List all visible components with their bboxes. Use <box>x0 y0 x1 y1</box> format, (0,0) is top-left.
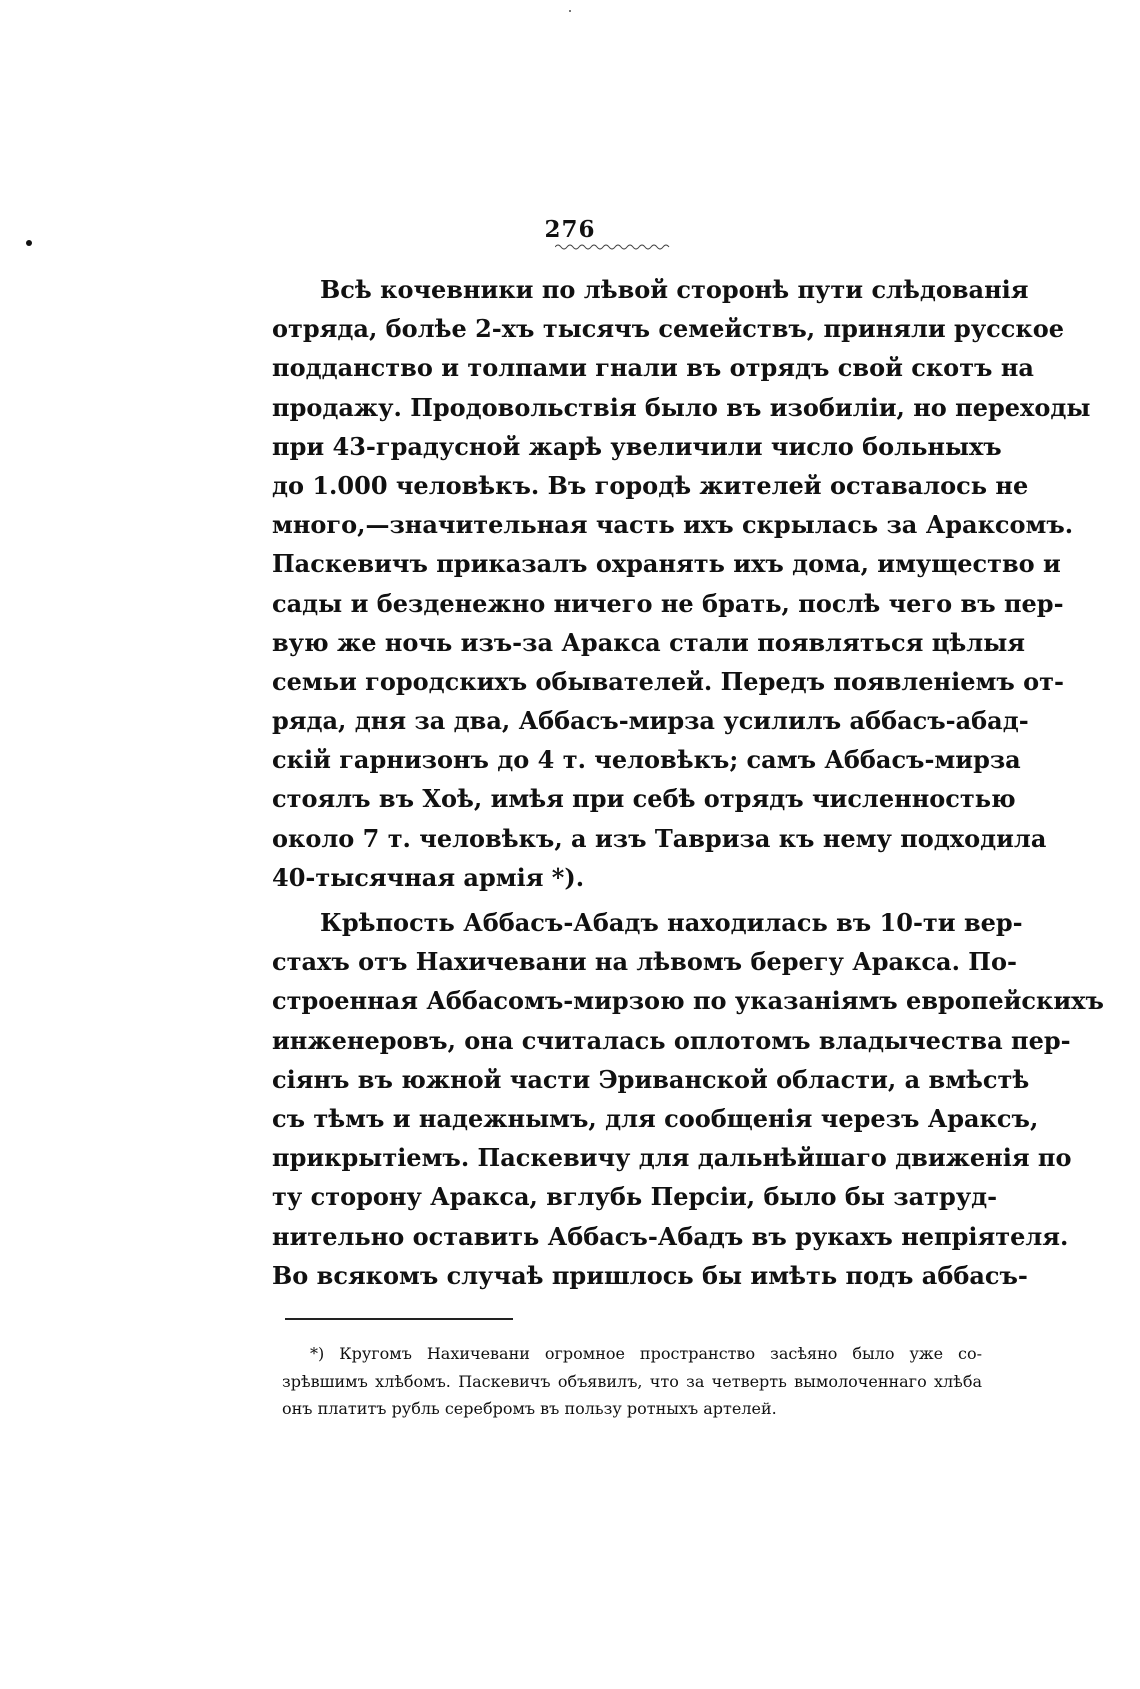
footnote-line: зрѣвшимъ хлѣбомъ. Паскевичъ объявилъ, что за четверть вымолоченнаго хлѣба <box>282 1371 982 1391</box>
text-line: Всѣ кочевники по лѣвой сторонѣ пути слѣдованія <box>320 275 1029 304</box>
text-line: стоялъ въ Хоѣ, имѣя при себѣ отрядъ численностью <box>272 784 1016 814</box>
wavy-rule-ornament <box>555 243 673 251</box>
text-line: семьи городскихъ обывателей. Передъ появленіемъ от- <box>272 666 1064 696</box>
text-line: отряда, болѣе 2-хъ тысячъ семействъ, приняли русское <box>272 314 1065 344</box>
text-line: прикрытіемъ. Паскевичу для дальнѣйшаго движенія по <box>272 1143 1072 1173</box>
text-line: много,—значительная часть ихъ скрылась за Араксомъ. <box>272 510 1074 540</box>
footnote <box>282 1340 982 1423</box>
footnote-line: онъ платитъ рубль серебромъ въ пользу ротныхъ артелей. <box>282 1399 777 1418</box>
text-line: сады и безденежно ничего не брать, послѣ чего въ пер- <box>272 588 1064 618</box>
text-line: подданство и толпами гнали въ отрядъ свой скотъ на <box>272 353 1034 383</box>
text-line: вую же ночь изъ-за Аракса стали появляться цѣлыя <box>272 627 1026 657</box>
text-line: 40-тысячная армія *). <box>272 862 585 892</box>
text-line: строенная Аббасомъ-мирзою по указаніямъ европейскихъ <box>272 986 1104 1016</box>
text-line: инженеровъ, она считалась оплотомъ владычества пер- <box>272 1025 1071 1055</box>
footnote-rule <box>285 1318 513 1320</box>
footnote-line: *) Кругомъ Нахичевани огромное пространство засѣяно было уже со- <box>310 1344 982 1363</box>
text-line: скій гарнизонъ до 4 т. человѣкъ; самъ Аббасъ-мирза <box>272 745 1021 775</box>
text-line: ту сторону Аракса, вглубь Персіи, было бы затруд- <box>272 1182 998 1212</box>
text-line: Во всякомъ случаѣ пришлось бы имѣть подъ аббасъ- <box>272 1260 1028 1290</box>
text-line: Паскевичъ приказалъ охранять ихъ дома, имущество и <box>272 549 1061 579</box>
text-line: ряда, дня за два, Аббасъ-мирза усилилъ аббасъ-абад- <box>272 706 1029 736</box>
text-line: нительно оставить Аббасъ-Абадъ въ рукахъ непріятеля. <box>272 1221 1069 1251</box>
text-line: до 1.000 человѣкъ. Въ городѣ жителей оставалось не <box>272 470 1029 500</box>
body-text <box>272 270 1104 1295</box>
text-line: Крѣпость Аббасъ-Абадъ находилась въ 10-ти вер- <box>320 908 1023 937</box>
text-line: стахъ отъ Нахичевани на лѣвомъ берегу Аракса. По- <box>272 947 1017 977</box>
page-number: 276 <box>544 216 596 243</box>
text-line: сіянъ въ южной части Эриванской области, а вмѣстѣ <box>272 1064 1030 1094</box>
text-line: при 43-градусной жарѣ увеличили число больныхъ <box>272 431 1002 461</box>
text-line: съ тѣмъ и надежнымъ, для сообщенія черезъ Араксъ, <box>272 1103 1039 1133</box>
text-line: около 7 т. человѣкъ, а изъ Тавриза къ нему подходила <box>272 823 1047 853</box>
scan-speck <box>569 10 571 12</box>
text-line: продажу. Продовольствія было въ изобиліи, но переходы <box>272 392 1091 422</box>
